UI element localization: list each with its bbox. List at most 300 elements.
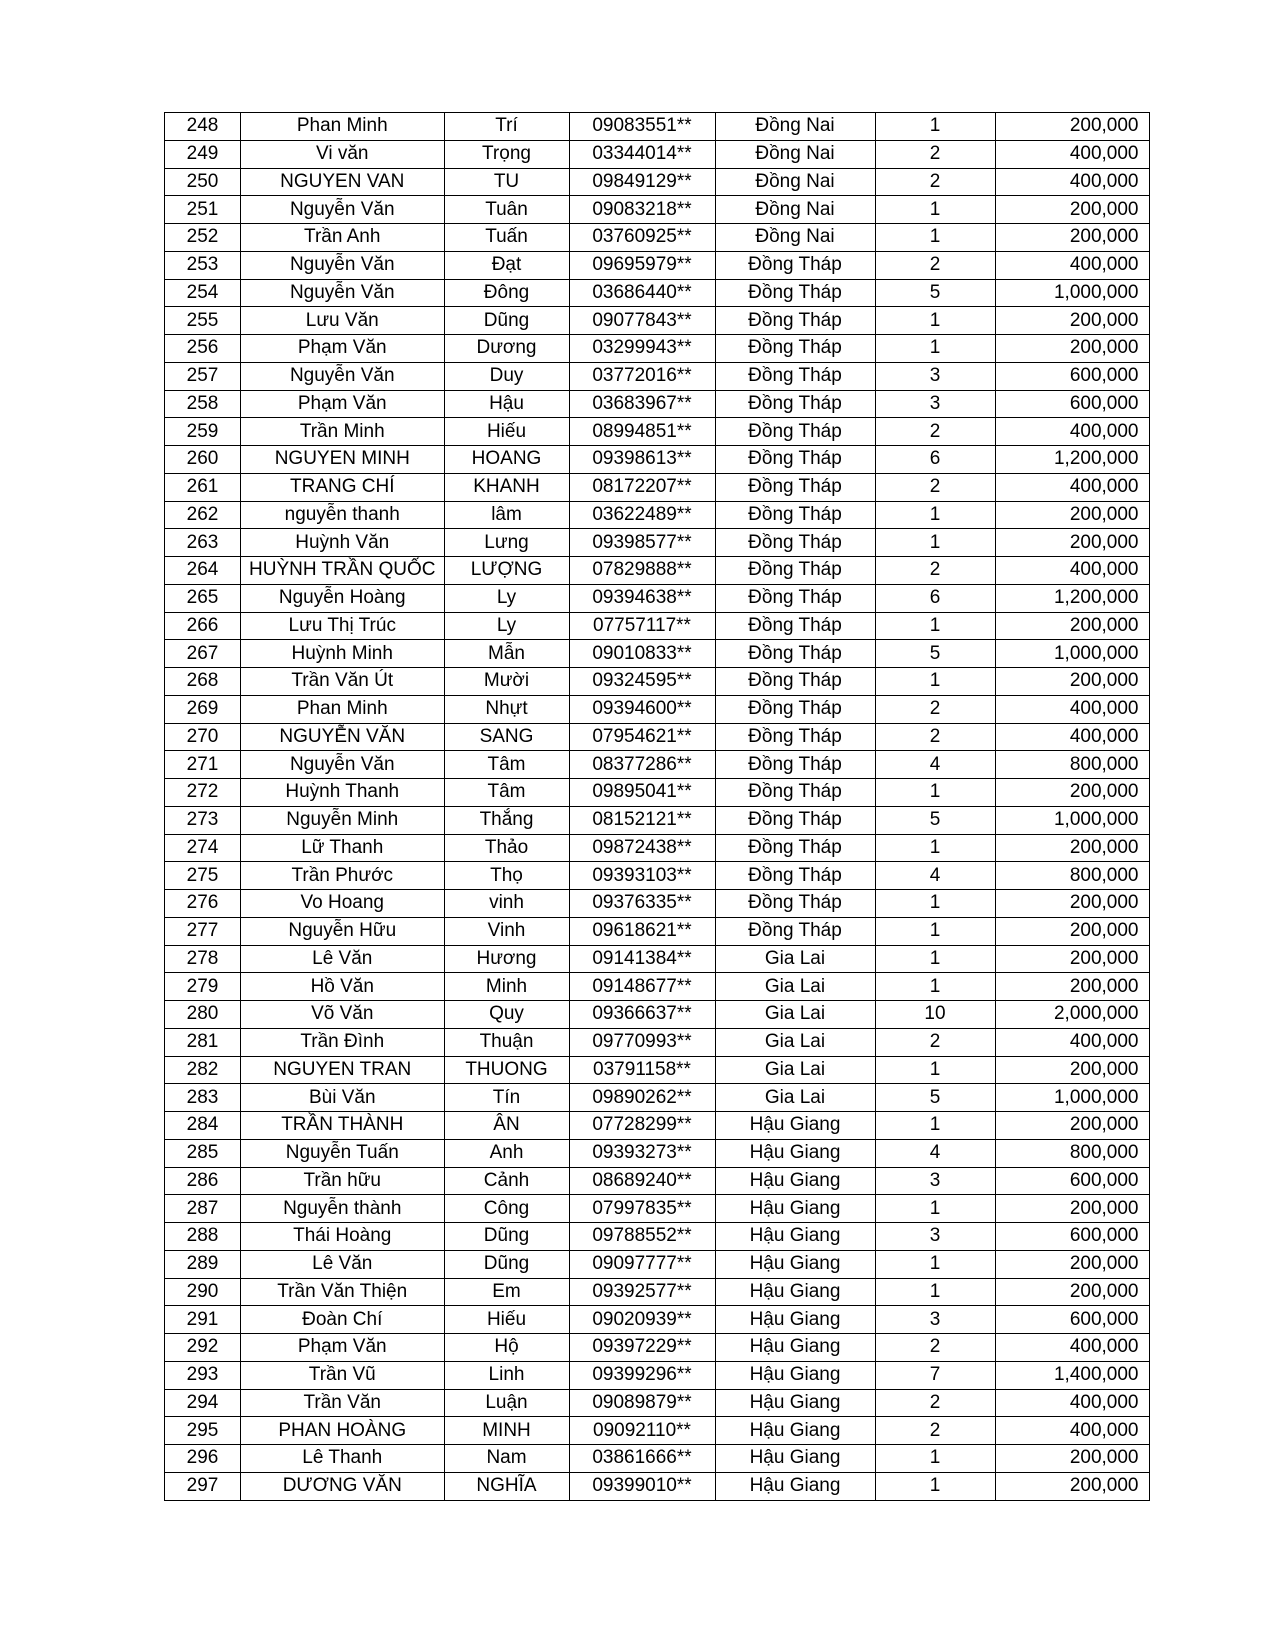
table-row [165,1306,1150,1334]
row-number-cell: 270 [165,723,241,751]
row-number-cell: 266 [165,612,241,640]
row-number-cell: 272 [165,779,241,807]
given-name-cell: Thảo [444,834,569,862]
given-name-cell: TU [444,168,569,196]
amount-cell: 200,000 [995,945,1149,973]
phone-number-cell: 07997835** [569,1195,715,1223]
amount-cell: 400,000 [995,473,1149,501]
table-row [165,1195,1150,1223]
phone-number-cell: 03686440** [569,279,715,307]
table-row [165,695,1150,723]
given-name-cell: Trọng [444,140,569,168]
given-name-cell: HOANG [444,446,569,474]
table-row [165,806,1150,834]
row-number-cell: 265 [165,584,241,612]
quantity-cell: 3 [875,390,995,418]
province-cell: Hậu Giang [715,1445,875,1473]
phone-number-cell: 08689240** [569,1167,715,1195]
family-middle-name-cell: Nguyễn Văn [241,279,445,307]
table-row [165,529,1150,557]
family-middle-name-cell: TRẦN THÀNH [241,1112,445,1140]
quantity-cell: 5 [875,640,995,668]
row-number-cell: 252 [165,224,241,252]
row-number-cell: 296 [165,1445,241,1473]
amount-cell: 200,000 [995,1445,1149,1473]
table-body [165,113,1150,1501]
quantity-cell: 1 [875,196,995,224]
phone-number-cell: 09394600** [569,695,715,723]
row-number-cell: 264 [165,557,241,585]
given-name-cell: Ly [444,584,569,612]
family-middle-name-cell: NGUYEN TRAN [241,1056,445,1084]
phone-number-cell: 07757117** [569,612,715,640]
phone-number-cell: 09141384** [569,945,715,973]
amount-cell: 400,000 [995,695,1149,723]
province-cell: Gia Lai [715,1056,875,1084]
family-middle-name-cell: NGUYEN MINH [241,446,445,474]
amount-cell: 200,000 [995,501,1149,529]
province-cell: Đồng Nai [715,113,875,141]
amount-cell: 1,000,000 [995,279,1149,307]
province-cell: Đồng Nai [715,196,875,224]
family-middle-name-cell: Nguyễn thành [241,1195,445,1223]
given-name-cell: Tín [444,1084,569,1112]
given-name-cell: Vinh [444,917,569,945]
table-row [165,224,1150,252]
given-name-cell: Công [444,1195,569,1223]
row-number-cell: 282 [165,1056,241,1084]
given-name-cell: Nam [444,1445,569,1473]
province-cell: Hậu Giang [715,1306,875,1334]
amount-cell: 400,000 [995,251,1149,279]
row-number-cell: 256 [165,335,241,363]
quantity-cell: 1 [875,1445,995,1473]
row-number-cell: 250 [165,168,241,196]
row-number-cell: 269 [165,695,241,723]
given-name-cell: Tuân [444,196,569,224]
phone-number-cell: 09097777** [569,1250,715,1278]
family-middle-name-cell: Phạm Văn [241,390,445,418]
phone-number-cell: 08377286** [569,751,715,779]
phone-number-cell: 09695979** [569,251,715,279]
quantity-cell: 2 [875,251,995,279]
phone-number-cell: 09399296** [569,1361,715,1389]
family-middle-name-cell: Lê Văn [241,945,445,973]
table-row [165,501,1150,529]
province-cell: Đồng Tháp [715,251,875,279]
quantity-cell: 1 [875,529,995,557]
table-row [165,307,1150,335]
amount-cell: 800,000 [995,751,1149,779]
given-name-cell: Tâm [444,751,569,779]
amount-cell: 200,000 [995,224,1149,252]
phone-number-cell: 09770993** [569,1028,715,1056]
phone-number-cell: 09083551** [569,113,715,141]
table-row [165,251,1150,279]
table-row [165,279,1150,307]
given-name-cell: Dũng [444,1250,569,1278]
family-middle-name-cell: Nguyễn Tuấn [241,1139,445,1167]
amount-cell: 200,000 [995,890,1149,918]
winners-table [164,112,1150,1501]
amount-cell: 600,000 [995,362,1149,390]
province-cell: Đồng Tháp [715,529,875,557]
quantity-cell: 1 [875,779,995,807]
phone-number-cell: 09376335** [569,890,715,918]
given-name-cell: lâm [444,501,569,529]
province-cell: Hậu Giang [715,1139,875,1167]
province-cell: Hậu Giang [715,1417,875,1445]
table-row [165,362,1150,390]
family-middle-name-cell: Phan Minh [241,695,445,723]
row-number-cell: 261 [165,473,241,501]
family-middle-name-cell: Trần Vũ [241,1361,445,1389]
phone-number-cell: 09324595** [569,668,715,696]
row-number-cell: 288 [165,1223,241,1251]
given-name-cell: Anh [444,1139,569,1167]
quantity-cell: 1 [875,224,995,252]
given-name-cell: Tuấn [444,224,569,252]
quantity-cell: 1 [875,501,995,529]
table-row [165,1278,1150,1306]
table-row [165,1167,1150,1195]
amount-cell: 600,000 [995,1306,1149,1334]
family-middle-name-cell: Huỳnh Văn [241,529,445,557]
amount-cell: 2,000,000 [995,1001,1149,1029]
amount-cell: 1,000,000 [995,806,1149,834]
family-middle-name-cell: Lưu Văn [241,307,445,335]
amount-cell: 200,000 [995,113,1149,141]
table-row [165,140,1150,168]
quantity-cell: 1 [875,1195,995,1223]
row-number-cell: 277 [165,917,241,945]
quantity-cell: 2 [875,1334,995,1362]
given-name-cell: Hiếu [444,1306,569,1334]
row-number-cell: 294 [165,1389,241,1417]
quantity-cell: 1 [875,1472,995,1500]
given-name-cell: Đạt [444,251,569,279]
family-middle-name-cell: Nguyễn Văn [241,362,445,390]
amount-cell: 200,000 [995,1472,1149,1500]
family-middle-name-cell: Phạm Văn [241,335,445,363]
phone-number-cell: 09397229** [569,1334,715,1362]
row-number-cell: 268 [165,668,241,696]
phone-number-cell: 07954621** [569,723,715,751]
family-middle-name-cell: Nguyễn Văn [241,751,445,779]
phone-number-cell: 09849129** [569,168,715,196]
phone-number-cell: 09148677** [569,973,715,1001]
table-row [165,612,1150,640]
province-cell: Đồng Tháp [715,917,875,945]
phone-number-cell: 09398613** [569,446,715,474]
quantity-cell: 2 [875,168,995,196]
given-name-cell: Thuận [444,1028,569,1056]
phone-number-cell: 09077843** [569,307,715,335]
family-middle-name-cell: HUỲNH TRẦN QUỐC [241,557,445,585]
given-name-cell: Ly [444,612,569,640]
row-number-cell: 292 [165,1334,241,1362]
family-middle-name-cell: Nguyễn Văn [241,196,445,224]
table-row [165,557,1150,585]
table-row [165,973,1150,1001]
amount-cell: 400,000 [995,723,1149,751]
quantity-cell: 1 [875,668,995,696]
table-row [165,917,1150,945]
row-number-cell: 255 [165,307,241,335]
family-middle-name-cell: Trần Đình [241,1028,445,1056]
table-row [165,945,1150,973]
family-middle-name-cell: Phan Minh [241,113,445,141]
phone-number-cell: 03683967** [569,390,715,418]
quantity-cell: 1 [875,1278,995,1306]
amount-cell: 200,000 [995,307,1149,335]
province-cell: Hậu Giang [715,1361,875,1389]
quantity-cell: 2 [875,418,995,446]
amount-cell: 200,000 [995,1112,1149,1140]
family-middle-name-cell: Đoàn Chí [241,1306,445,1334]
table-row [165,1445,1150,1473]
phone-number-cell: 09399010** [569,1472,715,1500]
table-row [165,723,1150,751]
amount-cell: 1,400,000 [995,1361,1149,1389]
table-row [165,1028,1150,1056]
row-number-cell: 289 [165,1250,241,1278]
row-number-cell: 251 [165,196,241,224]
row-number-cell: 295 [165,1417,241,1445]
quantity-cell: 1 [875,917,995,945]
row-number-cell: 285 [165,1139,241,1167]
family-middle-name-cell: Bùi Văn [241,1084,445,1112]
phone-number-cell: 09398577** [569,529,715,557]
province-cell: Đồng Nai [715,168,875,196]
row-number-cell: 279 [165,973,241,1001]
given-name-cell: Dũng [444,307,569,335]
row-number-cell: 290 [165,1278,241,1306]
table-row [165,862,1150,890]
quantity-cell: 1 [875,1250,995,1278]
row-number-cell: 263 [165,529,241,557]
province-cell: Gia Lai [715,945,875,973]
family-middle-name-cell: Trần Văn Thiện [241,1278,445,1306]
table-row [165,1139,1150,1167]
province-cell: Đồng Nai [715,224,875,252]
province-cell: Hậu Giang [715,1223,875,1251]
row-number-cell: 293 [165,1361,241,1389]
given-name-cell: vinh [444,890,569,918]
province-cell: Đồng Tháp [715,723,875,751]
quantity-cell: 1 [875,973,995,1001]
province-cell: Hậu Giang [715,1250,875,1278]
table-row [165,1250,1150,1278]
row-number-cell: 257 [165,362,241,390]
phone-number-cell: 03299943** [569,335,715,363]
given-name-cell: NGHĨA [444,1472,569,1500]
phone-number-cell: 09872438** [569,834,715,862]
family-middle-name-cell: Thái Hoàng [241,1223,445,1251]
phone-number-cell: 09392577** [569,1278,715,1306]
table-row [165,446,1150,474]
phone-number-cell: 07829888** [569,557,715,585]
family-middle-name-cell: Trần Minh [241,418,445,446]
table-row [165,834,1150,862]
province-cell: Đồng Tháp [715,279,875,307]
given-name-cell: ÂN [444,1112,569,1140]
family-middle-name-cell: Hồ Văn [241,973,445,1001]
row-number-cell: 258 [165,390,241,418]
amount-cell: 200,000 [995,834,1149,862]
given-name-cell: Duy [444,362,569,390]
amount-cell: 200,000 [995,529,1149,557]
row-number-cell: 248 [165,113,241,141]
amount-cell: 200,000 [995,1250,1149,1278]
province-cell: Gia Lai [715,1001,875,1029]
given-name-cell: Em [444,1278,569,1306]
given-name-cell: MINH [444,1417,569,1445]
table-row [165,640,1150,668]
province-cell: Đồng Tháp [715,446,875,474]
row-number-cell: 280 [165,1001,241,1029]
amount-cell: 200,000 [995,612,1149,640]
province-cell: Gia Lai [715,1028,875,1056]
given-name-cell: Trí [444,113,569,141]
amount-cell: 1,200,000 [995,446,1149,474]
province-cell: Đồng Tháp [715,584,875,612]
amount-cell: 600,000 [995,1167,1149,1195]
quantity-cell: 3 [875,1223,995,1251]
row-number-cell: 254 [165,279,241,307]
family-middle-name-cell: NGUYEN VAN [241,168,445,196]
row-number-cell: 278 [165,945,241,973]
given-name-cell: Luận [444,1389,569,1417]
quantity-cell: 2 [875,695,995,723]
amount-cell: 400,000 [995,168,1149,196]
given-name-cell: Tâm [444,779,569,807]
table-row [165,1223,1150,1251]
quantity-cell: 6 [875,584,995,612]
phone-number-cell: 08994851** [569,418,715,446]
amount-cell: 400,000 [995,1028,1149,1056]
row-number-cell: 275 [165,862,241,890]
amount-cell: 200,000 [995,1278,1149,1306]
table-row [165,390,1150,418]
quantity-cell: 3 [875,1306,995,1334]
table-row [165,1001,1150,1029]
family-middle-name-cell: Lê Thanh [241,1445,445,1473]
quantity-cell: 4 [875,862,995,890]
province-cell: Hậu Giang [715,1472,875,1500]
province-cell: Đồng Nai [715,140,875,168]
row-number-cell: 259 [165,418,241,446]
given-name-cell: KHANH [444,473,569,501]
given-name-cell: Minh [444,973,569,1001]
family-middle-name-cell: Nguyễn Hoàng [241,584,445,612]
given-name-cell: Lưng [444,529,569,557]
row-number-cell: 284 [165,1112,241,1140]
province-cell: Hậu Giang [715,1278,875,1306]
province-cell: Đồng Tháp [715,557,875,585]
row-number-cell: 281 [165,1028,241,1056]
family-middle-name-cell: Lữ Thanh [241,834,445,862]
phone-number-cell: 09083218** [569,196,715,224]
amount-cell: 800,000 [995,1139,1149,1167]
family-middle-name-cell: Trần Anh [241,224,445,252]
family-middle-name-cell: Trần Văn [241,1389,445,1417]
table-row [165,113,1150,141]
phone-number-cell: 09394638** [569,584,715,612]
amount-cell: 200,000 [995,917,1149,945]
table-row [165,1472,1150,1500]
phone-number-cell: 09890262** [569,1084,715,1112]
province-cell: Hậu Giang [715,1112,875,1140]
given-name-cell: Cảnh [444,1167,569,1195]
family-middle-name-cell: Nguyễn Minh [241,806,445,834]
quantity-cell: 1 [875,834,995,862]
given-name-cell: Hiếu [444,418,569,446]
amount-cell: 200,000 [995,779,1149,807]
quantity-cell: 3 [875,1167,995,1195]
quantity-cell: 4 [875,751,995,779]
family-middle-name-cell: TRANG CHÍ [241,473,445,501]
phone-number-cell: 09393103** [569,862,715,890]
given-name-cell: Hộ [444,1334,569,1362]
table-row [165,584,1150,612]
given-name-cell: Dương [444,335,569,363]
given-name-cell: Quy [444,1001,569,1029]
province-cell: Gia Lai [715,973,875,1001]
row-number-cell: 253 [165,251,241,279]
quantity-cell: 2 [875,140,995,168]
amount-cell: 400,000 [995,557,1149,585]
row-number-cell: 283 [165,1084,241,1112]
province-cell: Đồng Tháp [715,751,875,779]
given-name-cell: Mười [444,668,569,696]
row-number-cell: 297 [165,1472,241,1500]
province-cell: Đồng Tháp [715,473,875,501]
province-cell: Hậu Giang [715,1195,875,1223]
table-row [165,1361,1150,1389]
table-row [165,668,1150,696]
family-middle-name-cell: Huỳnh Thanh [241,779,445,807]
table-row [165,1334,1150,1362]
family-middle-name-cell: DƯƠNG VĂN [241,1472,445,1500]
phone-number-cell: 08152121** [569,806,715,834]
amount-cell: 600,000 [995,1223,1149,1251]
family-middle-name-cell: Võ Văn [241,1001,445,1029]
family-middle-name-cell: nguyễn thanh [241,501,445,529]
amount-cell: 1,000,000 [995,1084,1149,1112]
province-cell: Đồng Tháp [715,695,875,723]
quantity-cell: 1 [875,945,995,973]
row-number-cell: 274 [165,834,241,862]
phone-number-cell: 03772016** [569,362,715,390]
province-cell: Đồng Tháp [715,335,875,363]
quantity-cell: 1 [875,890,995,918]
province-cell: Đồng Tháp [715,418,875,446]
given-name-cell: Thọ [444,862,569,890]
phone-number-cell: 03622489** [569,501,715,529]
quantity-cell: 5 [875,1084,995,1112]
amount-cell: 200,000 [995,1195,1149,1223]
family-middle-name-cell: Nguyễn Văn [241,251,445,279]
amount-cell: 1,200,000 [995,584,1149,612]
province-cell: Đồng Tháp [715,668,875,696]
quantity-cell: 1 [875,307,995,335]
amount-cell: 400,000 [995,1334,1149,1362]
family-middle-name-cell: Vi văn [241,140,445,168]
quantity-cell: 2 [875,1028,995,1056]
phone-number-cell: 03791158** [569,1056,715,1084]
phone-number-cell: 03861666** [569,1445,715,1473]
